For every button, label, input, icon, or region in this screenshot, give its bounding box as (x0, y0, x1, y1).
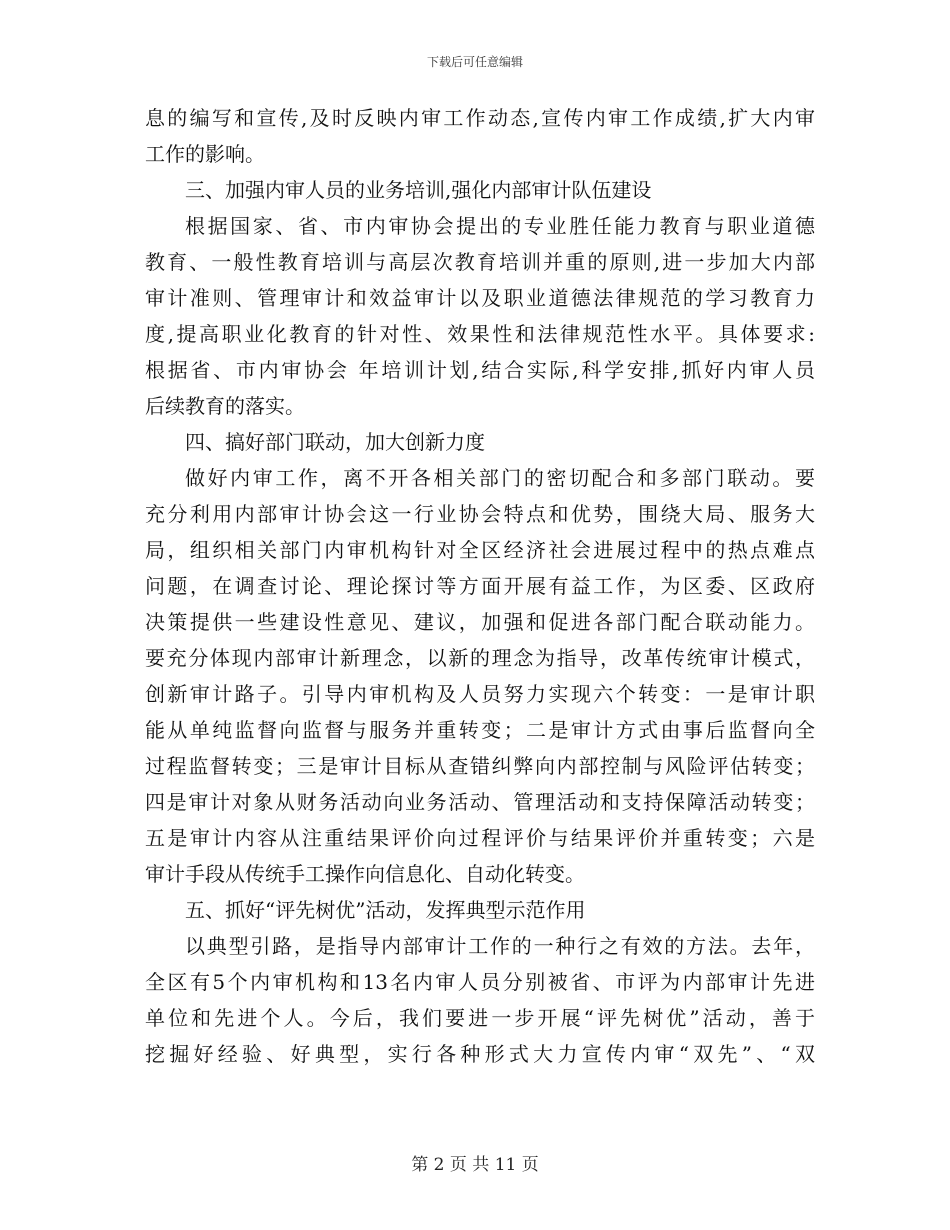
text-line: 度,提高职业化教育的针对性、效果性和法律规范性水平。具体要求: (145, 322, 815, 346)
text-line: 要充分体现内部审计新理念，以新的理念为指导，改革传统审计模式， (145, 646, 815, 670)
section-heading: 四、搞好部门联动，加大创新力度 (185, 430, 485, 454)
text-line: 问题，在调查讨论、理论探讨等方面开展有益工作，为区委、区政府 (145, 574, 815, 598)
header-note: 下载后可任意编辑 (426, 55, 523, 69)
text-line: 审计手段从传统手工操作向信息化、自动化转变。 (145, 862, 585, 886)
text-line: 工作的影响。 (145, 142, 265, 166)
text-line: 根据省、市内审协会 年培训计划,结合实际,科学安排,抓好内审人员 (145, 358, 815, 382)
text-line: 根据国家、省、市内审协会提出的专业胜任能力教育与职业道德 (185, 214, 815, 238)
text-line: 创新审计路子。引导内审机构及人员努力实现六个转变：一是审计职 (145, 682, 815, 706)
section-heading: 五、抓好“评先树优”活动，发挥典型示范作用 (185, 898, 586, 922)
text-line: 四是审计对象从财务活动向业务活动、管理活动和支持保障活动转变； (145, 790, 815, 814)
text-line: 局，组织相关部门内审机构针对全区经济社会进展过程中的热点难点 (145, 538, 815, 562)
text-line: 能从单纯监督向监督与服务并重转变；二是审计方式由事后监督向全 (145, 718, 815, 742)
text-line: 做好内审工作，离不开各相关部门的密切配合和多部门联动。要 (185, 466, 815, 490)
text-line: 后续教育的落实。 (145, 394, 305, 418)
text-line: 教育、一般性教育培训与高层次教育培训并重的原则,进一步加大内部 (145, 250, 815, 274)
text-line: 以典型引路，是指导内部审计工作的一种行之有效的方法。去年， (185, 934, 815, 958)
section-heading: 三、加强内审人员的业务培训,强化内部审计队伍建设 (185, 178, 652, 202)
text-line: 单位和先进个人。今后，我们要进一步开展“评先树优”活动，善于 (145, 1006, 815, 1030)
text-line: 五是审计内容从注重结果评价向过程评价与结果评价并重转变；六是 (145, 826, 815, 850)
body-text (145, 100, 815, 1072)
text-line: 息的编写和宣传,及时反映内审工作动态,宣传内审工作成绩,扩大内审 (145, 106, 815, 130)
text-line: 决策提供一些建设性意见、建议，加强和促进各部门配合联动能力。 (145, 610, 815, 634)
text-line: 审计准则、管理审计和效益审计以及职业道德法律规范的学习教育力 (145, 286, 815, 310)
text-line: 充分利用内部审计协会这一行业协会特点和优势，围绕大局、服务大 (145, 502, 815, 526)
text-line: 挖掘好经验、好典型，实行各种形式大力宣传内审“双先”、“双 (145, 1042, 815, 1066)
text-line: 全区有5个内审机构和13名内审人员分别被省、市评为内部审计先进 (145, 970, 815, 994)
page-number: 第 2 页 共 11 页 (411, 1155, 539, 1175)
text-line: 过程监督转变；三是审计目标从查错纠弊向内部控制与风险评估转变； (145, 754, 815, 778)
